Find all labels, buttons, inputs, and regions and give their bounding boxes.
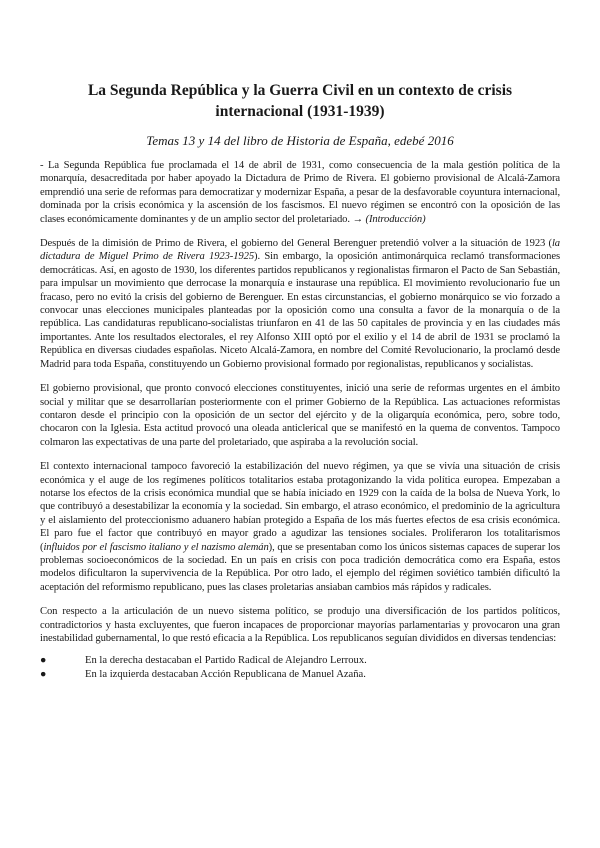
p3-text-b: ), que se presentaban como los únicos sistemas capaces de superar los problemas socioeconómicos de la sociedad. En un país en crisis con poca tradición democrática como era España, estos modelos dificultaron la supervivencia de la República. Por otro lado, el ejemplo del régimen soviético también dificultó la aceptación del reformismo republicano, pues las clases proletarias ansiaban cambios más rápidos y radicales. (40, 541, 560, 593)
paragraph-contexto-internacional (40, 460, 560, 594)
paragraph-gobierno-provisional: El gobierno provisional, que pronto convocó elecciones constituyentes, inició una serie de reformas urgentes en el ámbito social y militar que se desarrollarían posteriormente con el primer Gobierno de la República. Las actuaciones reformistas contaron desde el principio con la oposición de un sector del ejército y de la oligarquía económica, pero, sobre todo, chocaron con la Iglesia. Esta actitud provocó una oleada anticlerical que se manifestó en la quema de conventos. Tampoco colmaron las expectativas de una parte del proletariado, que aspiraba a la revolución social. (40, 383, 560, 448)
list-item (40, 654, 560, 668)
paragraph-sistema-politico: Con respecto a la articulación de un nuevo sistema político, se produjo una diversificación de los partidos políticos, contradictorios y hasta excluyentes, que fueron incapaces de proporcionar mayorías parlamentarias y provocaron una gran inestabilidad gubernamental, lo que restó eficacia a la República. Los republicanos seguían divididos en diversas tendencias: (40, 606, 560, 644)
document-title: La Segunda República y la Guerra Civil en un contexto de crisis internacional (1931-1939) (87, 82, 513, 120)
list-item-text: En la izquierda destacaban Acción Republicana de Manuel Azaña. (85, 669, 366, 681)
list-item-text: En la derecha destacaban el Partido Radical de Alejandro Lerroux. (85, 655, 367, 667)
bullet-icon: ● (40, 655, 47, 667)
intro-paragraph (40, 159, 560, 226)
intro-text: - La Segunda República fue proclamada el 14 de abril de 1931, como consecuencia de la mala gestión política de la monarquía, desacreditada por haber apoyado la Dictadura de Primo de Rivera. El gobierno provisional de Alcalá-Zamora emprendió una serie de reformas para democratizar y modernizar España, a pesar de la desfavorable coyuntura internacional, dominada por la crisis económica y la ascensión de los fascismos. El nuevo régimen se encontró con la oposición de las clases económicamente dominantes y de un amplio sector del proletariado. → (40, 160, 560, 225)
tendencias-list (40, 654, 560, 682)
document-subtitle: Temas 13 y 14 del libro de Historia de España, edebé 2016 (146, 133, 454, 148)
p1-text-b: ). Sin embargo, la oposición antimonárquica reclamó transformaciones democráticas. Así, en agosto de 1930, los diferentes partidos republicanos y regionalistas firmaron el Pacto de San Sebastián, para impulsar un movimiento que derrocase la monarquía e instaurase una república. El movimiento revolucionario fue un fracaso, pero no evitó la crisis del gobierno de Berenguer. En estas circunstancias, el gobierno monárquico se vio forzado a convocar unas elecciones municipales planteadas por la oposición como una consulta a favor de la monarquía o de la república. Las candidaturas republicano-socialistas triunfaron en 41 de las 50 capitales de provincia y en las ciudades más importantes. Ante los resultados electorales, el rey Alfonso XIII optó por el exilio y el 14 de abril de 1931 se proclamó la República en diversas ciudades españolas. Niceto Alcalá-Zamora, en nombre del Comité Revolucionario, la proclamó desde Madrid para toda España, constituyendo un Gobierno provisional formado por regionalistas, republicanos y socialistas. (40, 251, 560, 370)
intro-link: (Introducción) (365, 213, 426, 225)
list-item (40, 668, 560, 682)
p3-italic: influidos por el fascismo italiano y el nazismo alemán (43, 541, 269, 553)
p1-italic: la dictadura de Miguel Primo de Rivera 1923-1925 (40, 238, 560, 263)
p1-text-a: Después de la dimisión de Primo de Rivera, el gobierno del General Berenguer pretendió volver a la situación de 1923 ( (40, 238, 552, 250)
paragraph-berenguer (40, 237, 560, 371)
p3-text-a: El contexto internacional tampoco favoreció la estabilización del nuevo régimen, ya que se vivía una situación de crisis económica y el auge de los regímenes políticos totalitarios estaba protagonizando la vida política europea. Empezaban a notarse los efectos de la crisis económica mundial que se había iniciado en 1929 con la caída de la bolsa de Nueva York, lo que contribuyó a desestabilizar la economía y la sociedad. Sin embargo, el atraso económico, el predominio de la agricultura y el aislamiento del proteccionismo aduanero habían protegido a España de los más fuertes efectos de esa crisis económica. El paro fue el factor que contribuyó en mayor grado a agudizar las tensiones sociales. Proliferaron los totalitarismos ( (40, 461, 560, 553)
bullet-icon: ● (40, 669, 47, 681)
